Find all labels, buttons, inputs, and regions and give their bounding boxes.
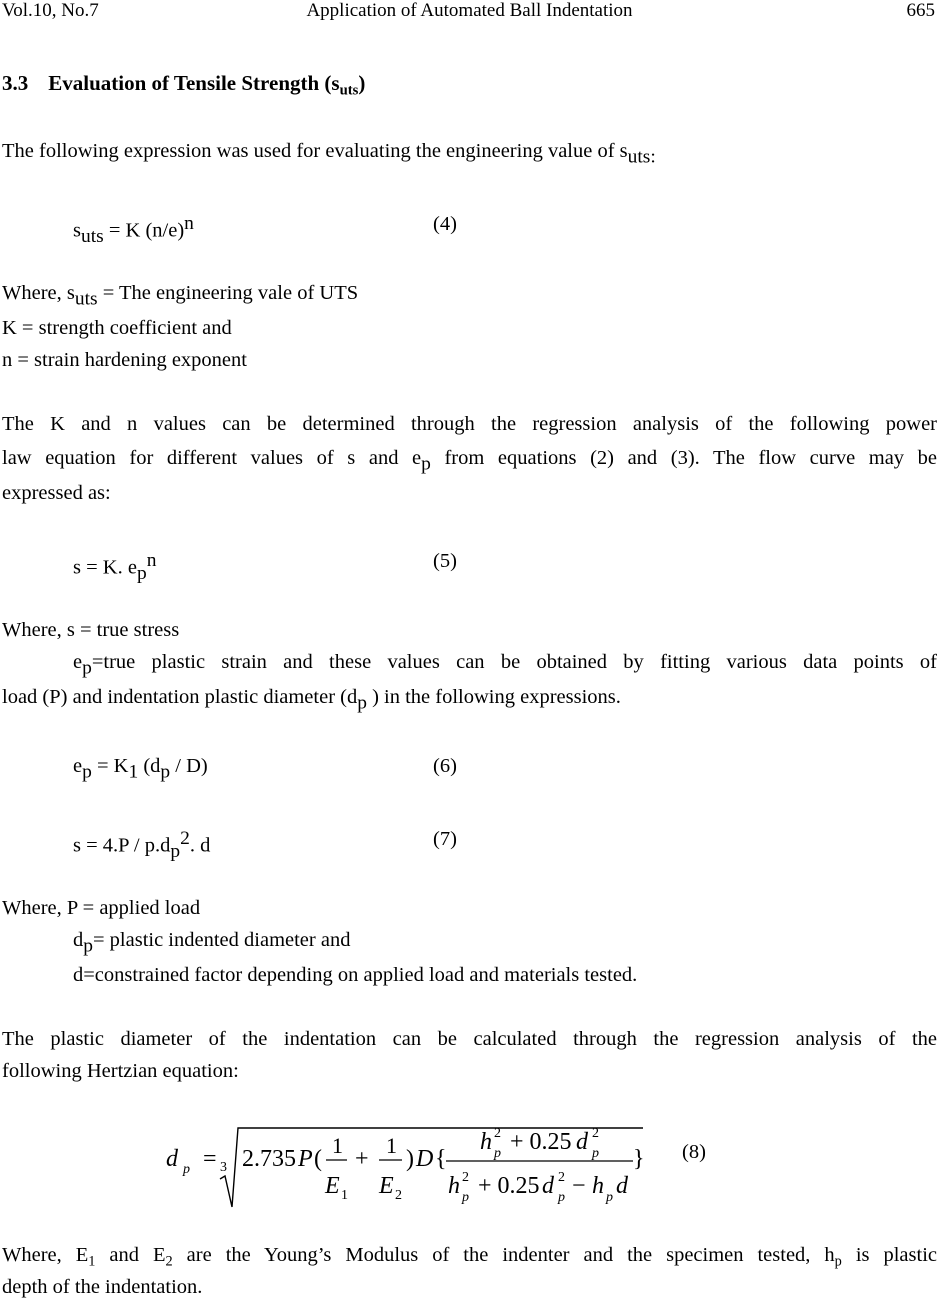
where3-line3: d=constrained factor depending on applied load and materials tested. <box>73 964 638 986</box>
where2-line2 <box>73 651 937 679</box>
eq8-E2-sub: 2 <box>395 1188 402 1203</box>
eq8-rbrace: } <box>633 1146 645 1172</box>
eq8-rparen: ) <box>406 1146 414 1172</box>
eq4-rhs-sup: n <box>184 213 194 234</box>
section-title-sub: uts <box>339 82 359 99</box>
eq8-E1-sub: 1 <box>341 1188 348 1203</box>
eq8-num-h-sub: p <box>494 1146 501 1161</box>
eq6-b-sub: 1 <box>128 761 139 783</box>
eq6-c: (d <box>138 755 161 777</box>
eq8-den-d-sub: p <box>558 1190 565 1205</box>
eq8-num1: 1 <box>332 1133 343 1158</box>
eq8-E1: E <box>325 1173 340 1199</box>
equation-number-4: (4) <box>433 213 457 235</box>
equation-number-5: (5) <box>433 550 457 572</box>
eq8-P: P <box>298 1146 313 1172</box>
eq8-D: D <box>416 1146 434 1172</box>
eq6-a: e <box>73 755 83 777</box>
eq8-den-d2: d <box>616 1173 628 1199</box>
where1-line3: n = strain hardening exponent <box>2 349 247 371</box>
equation-5 <box>73 550 156 585</box>
eq8-d-sub: p <box>183 1162 190 1177</box>
where2-line3 <box>2 686 621 714</box>
where2-line3-b: ) in the following expressions. <box>366 686 621 708</box>
eq7-a: s = 4.P / p.d <box>73 834 171 857</box>
where3-line1: Where, P = applied load <box>2 897 201 919</box>
running-title: Application of Automated Ball Indentation <box>306 0 633 21</box>
p2-line2 <box>2 447 937 475</box>
where3-line2-sub: p <box>83 935 93 957</box>
where1-sub: uts <box>74 288 98 310</box>
section-heading <box>2 71 365 99</box>
where3-line2 <box>73 929 350 957</box>
p4-line1 <box>2 1244 937 1270</box>
eq6-c-sub: p <box>160 761 171 783</box>
section-title-end: ) <box>358 71 366 95</box>
eq5-sup: n <box>146 550 157 571</box>
eq8-plus: + <box>355 1146 369 1172</box>
p4-sub1: 1 <box>88 1253 96 1270</box>
equation-number-7: (7) <box>433 828 457 850</box>
section-number: 3.3 <box>2 71 29 95</box>
eq8-lparen: ( <box>314 1146 322 1172</box>
where1-line2: K = strength coefficient and <box>2 317 232 339</box>
p2-line1: The K and n values can be determined through the regression analysis of the following power <box>2 413 937 435</box>
eq8-den-h-sup: 2 <box>462 1170 469 1185</box>
eq8-equals: = <box>203 1146 217 1172</box>
eq8-E2: E <box>379 1173 394 1199</box>
eq7-sup: 2 <box>180 828 190 849</box>
where2-line1: Where, s = true stress <box>2 619 180 641</box>
equation-8 <box>150 1115 710 1215</box>
p4-text-d: is plastic <box>841 1244 937 1266</box>
where1-text-a: Where, s <box>2 282 75 304</box>
eq8-den-h-sub: p <box>462 1190 469 1205</box>
where2-line2-b: =true plastic strain and these values can be obtained by fitting various data points of <box>91 651 937 673</box>
eq8-root-index: 3 <box>220 1160 227 1175</box>
eq5-sub: p <box>136 562 147 584</box>
eq8-num2: 1 <box>386 1133 397 1158</box>
intro-sub: uts: <box>627 146 656 168</box>
eq8-minus: − <box>572 1173 586 1199</box>
where1-line1 <box>2 282 358 310</box>
eq6-b: = K <box>91 755 129 777</box>
p4-text-b: and E <box>95 1244 166 1266</box>
eq4-rhs: = K (n/e) <box>103 219 185 242</box>
eq8-den-d: d <box>542 1173 554 1199</box>
journal-volume: Vol.10, No.7 <box>2 0 99 21</box>
eq8-den-h2-sub: p <box>606 1190 613 1205</box>
where1-text-b: = The engineering vale of UTS <box>97 282 359 304</box>
eq4-lhs-sub: uts <box>80 225 104 247</box>
p2-line2-a: law equation for different values of s and e <box>2 447 422 469</box>
p2-line3: expressed as: <box>2 482 111 504</box>
p4-text-a: Where, E <box>2 1244 89 1266</box>
equation-7 <box>73 828 210 863</box>
eq8-den-h2: h <box>592 1173 604 1199</box>
eq8-den-const: + 0.25 <box>478 1173 540 1199</box>
eq4-lhs: s <box>73 219 81 242</box>
eq8-den-d-sup: 2 <box>558 1170 565 1185</box>
eq8-num-h-sup: 2 <box>494 1126 501 1141</box>
where2-line2-a: e <box>73 651 83 673</box>
where2-line3-a: load (P) and indentation plastic diameter (d <box>2 686 358 708</box>
p3-line1: The plastic diameter of the indentation can be calculated through the regression analysis of the <box>2 1028 937 1050</box>
section-title: Evaluation of Tensile Strength (s <box>48 71 340 95</box>
page-number: 665 <box>906 0 935 21</box>
p4-line2: depth of the indentation. <box>2 1276 203 1298</box>
equation-4 <box>73 213 194 248</box>
where3-line2-b: = plastic indented diameter and <box>92 929 351 951</box>
eq6-d: / D) <box>170 755 208 777</box>
intro-text: The following expression was used for evaluating the engineering value of s <box>2 140 628 162</box>
eq8-num-h: h <box>480 1129 492 1155</box>
equation-number-8: (8) <box>682 1141 706 1163</box>
equation-6 <box>73 755 208 783</box>
p4-sub2: 2 <box>165 1253 173 1270</box>
paragraph-intro <box>2 140 656 168</box>
p2-line2-b: from equations (2) and (3). The flow curve may be <box>430 447 937 469</box>
p4-sub3: p <box>834 1253 842 1270</box>
eq7-sub: p <box>170 840 181 862</box>
where2-line3-sub: p <box>357 692 367 714</box>
p3-line2: following Hertzian equation: <box>2 1060 239 1082</box>
eq6-a-sub: p <box>82 761 92 783</box>
eq8-lbrace: { <box>435 1146 447 1172</box>
where2-line2-sub: p <box>82 657 92 679</box>
eq8-num-d-sub: p <box>592 1146 599 1161</box>
eq8-num-d-sup: 2 <box>592 1126 599 1141</box>
where3-line2-a: d <box>73 929 84 951</box>
eq8-den-h: h <box>448 1173 460 1199</box>
eq8-coef: 2.735 <box>242 1146 296 1172</box>
eq8-num-const: + 0.25 <box>510 1129 572 1155</box>
eq5-text: s = K. e <box>73 556 137 579</box>
p4-text-c: are the Young’s Modulus of the indenter and the specimen tested, h <box>172 1244 835 1266</box>
eq8-num-d: d <box>576 1129 588 1155</box>
eq8-d: d <box>166 1146 178 1172</box>
p2-line2-sub: p <box>421 453 431 475</box>
equation-number-6: (6) <box>433 755 457 777</box>
eq7-b: . d <box>189 834 211 857</box>
